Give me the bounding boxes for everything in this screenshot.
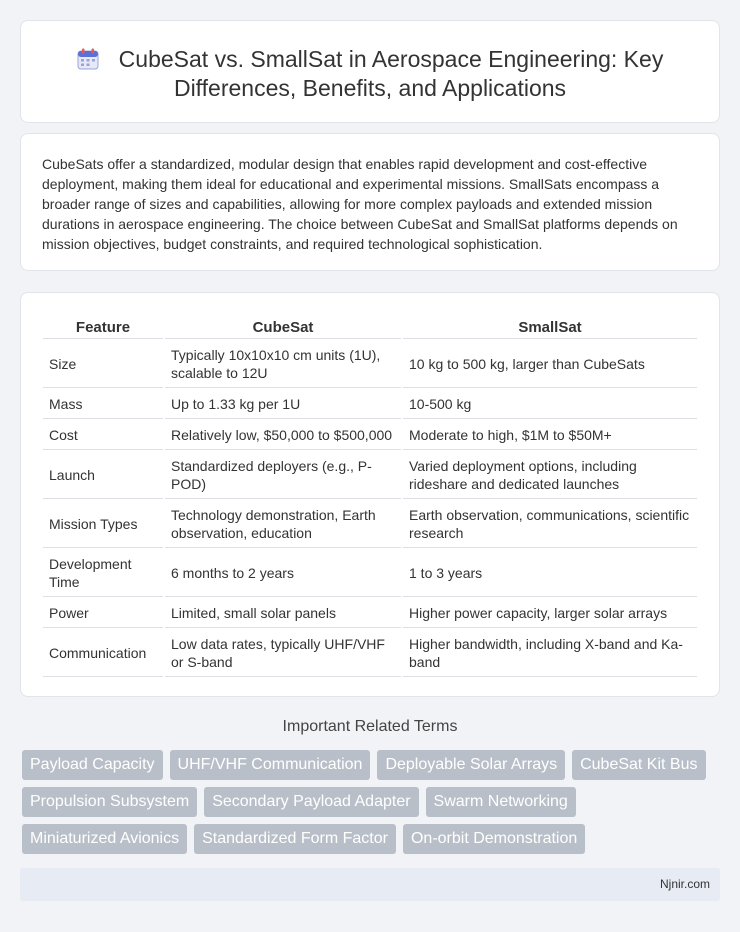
table-row <box>43 390 697 419</box>
tag-cubesat-kit-bus[interactable]: CubeSat Kit Bus <box>572 750 705 780</box>
tag-secondary-payload-adapter[interactable]: Secondary Payload Adapter <box>204 787 418 817</box>
cell-feature: Cost <box>43 421 163 450</box>
footer-site-link[interactable]: Njnir.com <box>659 877 710 891</box>
related-terms-heading: Important Related Terms <box>282 718 458 735</box>
header-feature: Feature <box>43 315 163 339</box>
cell-feature: Power <box>43 599 163 628</box>
footer <box>20 868 720 901</box>
table-header-row <box>43 315 697 339</box>
table-row <box>43 501 697 548</box>
tag-deployable-solar-arrays[interactable]: Deployable Solar Arrays <box>377 750 565 780</box>
cell-feature: Mass <box>43 390 163 419</box>
tag-payload-capacity[interactable]: Payload Capacity <box>22 750 163 780</box>
table-row <box>43 421 697 450</box>
table-row <box>43 341 697 388</box>
cell-cubesat: Standardized deployers (e.g., P-POD) <box>165 452 401 499</box>
cell-smallsat: 1 to 3 years <box>403 550 697 597</box>
cell-smallsat: Earth observation, communications, scientific research <box>403 501 697 548</box>
title-card <box>20 20 720 123</box>
table-row <box>43 452 697 499</box>
cell-cubesat: Up to 1.33 kg per 1U <box>165 390 401 419</box>
table-row <box>43 550 697 597</box>
tag-standardized-form-factor[interactable]: Standardized Form Factor <box>194 824 396 854</box>
table-row <box>43 599 697 628</box>
cell-smallsat: 10 kg to 500 kg, larger than CubeSats <box>403 341 697 388</box>
cell-feature: Size <box>43 341 163 388</box>
table-row <box>43 630 697 677</box>
tag-row <box>22 824 722 854</box>
cell-cubesat: Technology demonstration, Earth observation, education <box>165 501 401 548</box>
cell-cubesat: Relatively low, $50,000 to $500,000 <box>165 421 401 450</box>
tag-swarm-networking[interactable]: Swarm Networking <box>426 787 576 817</box>
cell-smallsat: 10-500 kg <box>403 390 697 419</box>
page-title-text: CubeSat vs. SmallSat in Aerospace Engineering: Key Differences, Benefits, and Applications <box>118 46 664 101</box>
comparison-table <box>41 313 699 679</box>
tag-miniaturized-avionics[interactable]: Miniaturized Avionics <box>22 824 187 854</box>
page-title <box>21 45 719 103</box>
cell-smallsat: Moderate to high, $1M to $50M+ <box>403 421 697 450</box>
cell-feature: Launch <box>43 452 163 499</box>
comparison-card <box>20 292 720 697</box>
tag-uhf-vhf-communication[interactable]: UHF/VHF Communication <box>170 750 371 780</box>
tag-propulsion-subsystem[interactable]: Propulsion Subsystem <box>22 787 197 817</box>
header-smallsat: SmallSat <box>403 315 697 339</box>
cell-smallsat: Varied deployment options, including rideshare and dedicated launches <box>403 452 697 499</box>
calendar-icon <box>77 48 99 70</box>
cell-cubesat: Limited, small solar panels <box>165 599 401 628</box>
intro-card <box>20 133 720 271</box>
cell-feature: Communication <box>43 630 163 677</box>
tag-row <box>22 750 722 780</box>
cell-cubesat: Low data rates, typically UHF/VHF or S-band <box>165 630 401 677</box>
tag-row <box>22 787 722 817</box>
cell-feature: Mission Types <box>43 501 163 548</box>
intro-paragraph: CubeSats offer a standardized, modular design that enables rapid development and cost-effective deployment, making them ideal for educational and experimental missions. SmallSats encompass a broader range of sizes and capabilities, allowing for more complex payloads and extended mission durations in aerospace engineering. The choice between CubeSat and SmallSat platforms depends on mission objectives, budget constraints, and required technological sophistication. <box>42 156 678 252</box>
cell-smallsat: Higher power capacity, larger solar arrays <box>403 599 697 628</box>
tag-on-orbit-demonstration[interactable]: On-orbit Demonstration <box>403 824 585 854</box>
cell-feature: Development Time <box>43 550 163 597</box>
cell-cubesat: Typically 10x10x10 cm units (1U), scalable to 12U <box>165 341 401 388</box>
header-cubesat: CubeSat <box>165 315 401 339</box>
related-terms-list <box>22 750 722 861</box>
cell-smallsat: Higher bandwidth, including X-band and Ka-band <box>403 630 697 677</box>
cell-cubesat: 6 months to 2 years <box>165 550 401 597</box>
